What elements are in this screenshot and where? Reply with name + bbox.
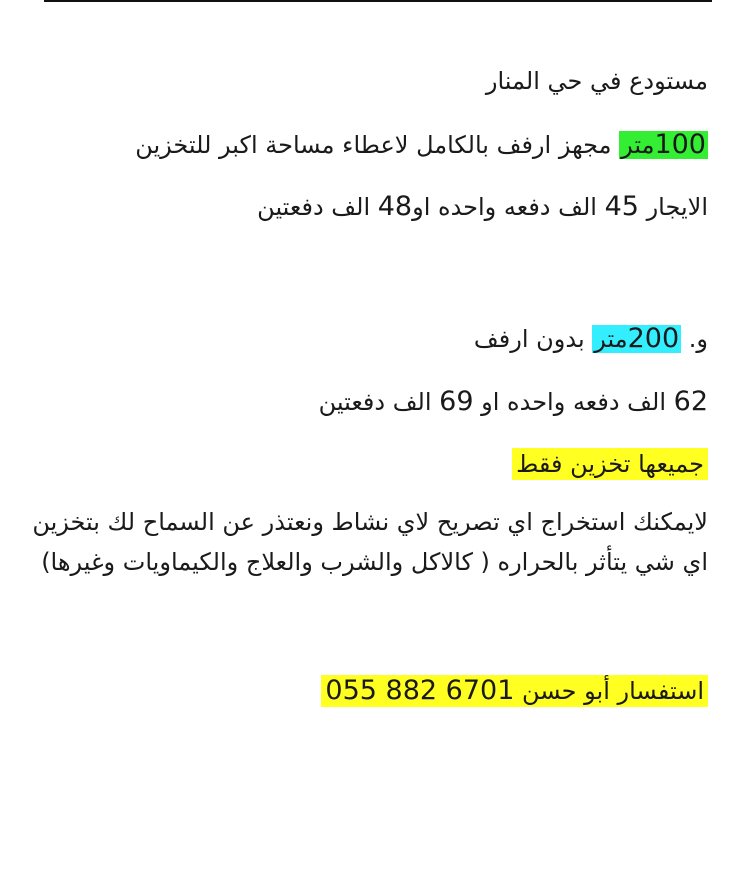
listing-title: [486, 64, 708, 98]
rent-200-suffix: الف دفعتين: [318, 388, 440, 416]
contact-line: [321, 674, 708, 708]
rent-100-single-price: 45: [604, 191, 639, 222]
notice-text-2: اي شي يتأثر بالحراره ( كالاكل والشرب والعلاج والكيماويات وغيرها): [41, 548, 708, 576]
rent-200-single-price: 62: [673, 386, 708, 417]
rent-100-middle: الف دفعه واحده او: [412, 193, 605, 221]
unit-200-area-badge: [592, 325, 681, 353]
unit-200-area-unit: متر: [594, 325, 628, 353]
rent-200-two-payments-price: 69: [439, 386, 474, 417]
rent-200-middle: الف دفعه واحده او: [473, 388, 674, 416]
top-divider: [44, 0, 712, 2]
unit-200-line: [474, 322, 708, 356]
contact-label: استفسار أبو حسن: [514, 677, 704, 705]
listing-title-text: مستودع في حي المنار: [485, 67, 708, 95]
unit-100-line: [135, 128, 708, 162]
contact-phone[interactable]: 055 882 6701: [325, 675, 515, 706]
unit-200-area-number: 200: [627, 323, 680, 354]
storage-only-line: [512, 447, 708, 481]
storage-only-badge: جميعها تخزين فقط: [512, 448, 708, 480]
unit-100-description: مجهز ارفف بالكامل لاعطاء مساحة اكبر للتخزين: [135, 131, 620, 159]
rent-200-line: [319, 385, 708, 419]
notice-text-1: لايمكنك استخراج اي تصريح لاي نشاط ونعتذر عن السماح لك بتخزين: [32, 508, 708, 536]
unit-100-area-badge: [619, 131, 708, 159]
rent-100-prefix: الايجار: [638, 193, 708, 221]
unit-200-description: بدون ارفف: [473, 325, 593, 353]
rent-100-two-payments-price: 48: [377, 191, 413, 222]
unit-100-area-number: 100: [654, 129, 706, 160]
notice-line-1: [32, 505, 708, 539]
contact-badge: [321, 675, 708, 707]
unit-200-prefix: و.: [681, 325, 708, 353]
rent-100-line: [257, 190, 708, 224]
notice-line-2: [41, 545, 708, 579]
rent-100-suffix: الف دفعتين: [257, 193, 378, 221]
unit-100-area-unit: متر: [621, 131, 655, 159]
